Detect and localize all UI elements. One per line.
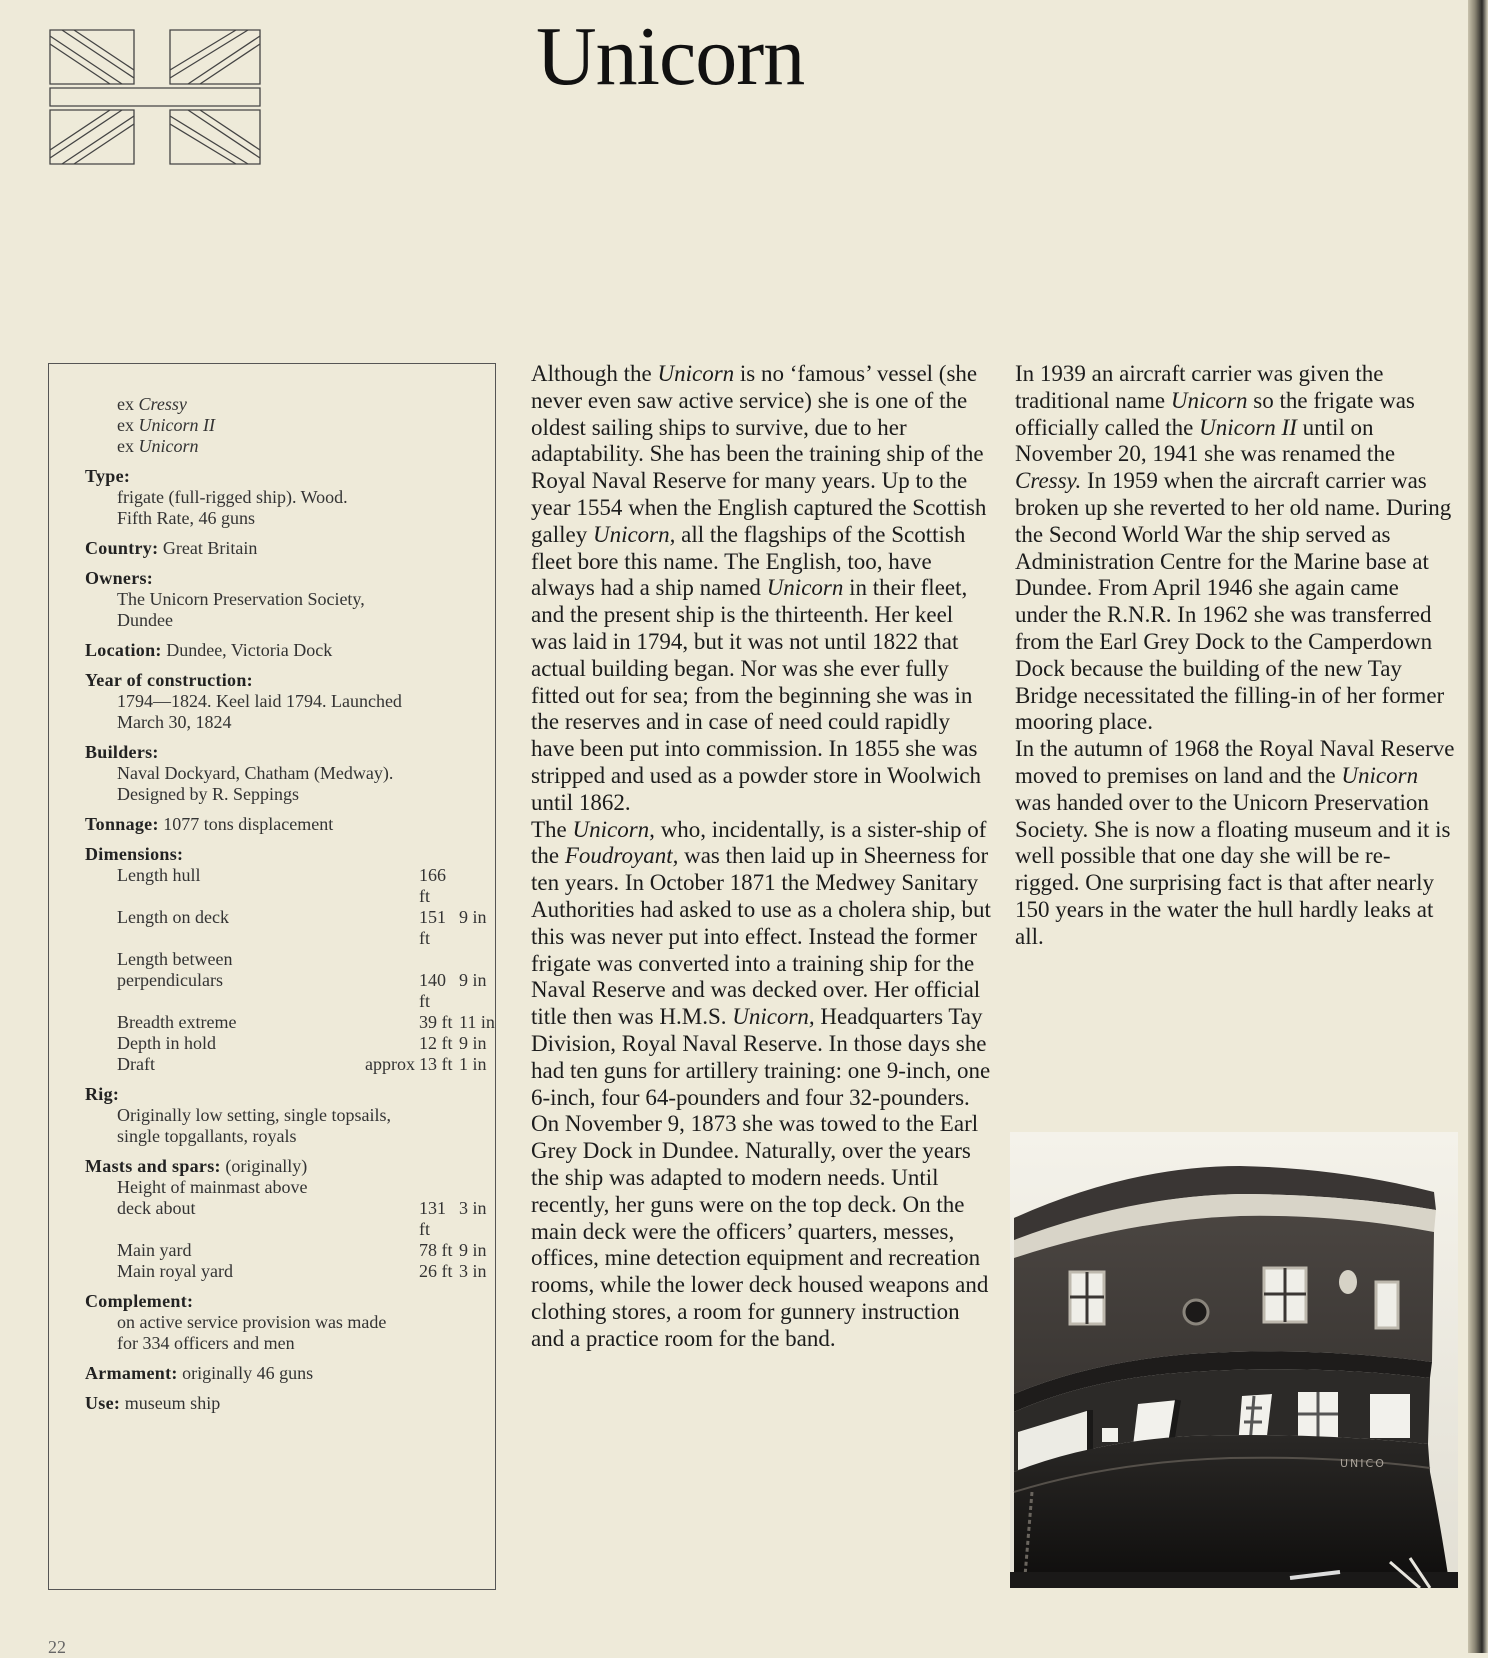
measurement-inches: 11 in [459,1012,495,1032]
italic-ship-name: Unicorn [657,361,735,386]
text-run: so the frigate was officially called the [1015,387,1415,440]
text-run: Headquarters Tay Division, Royal Naval Reserve. In those days she had ten guns for artillery training: one 9-inch, one 6-inch, four 64-pounders and four 32-pounders. On November 9, 1873 she was towed to the Earl Grey Dock in Dundee. Naturally, over the years the ship was adapted to modern needs. Until recently, her guns were on the top deck. On the main deck were the officers’ quarters, messes, offices, mine detection equipment and recreation rooms, while the lower deck housed weapons and clothing stores, a room for gunnery instruction and a practice room for the band. [531,1004,991,1351]
text-run: is no ‘famous’ vessel (she never even saw active service) she is one of the oldest sailing ships to survive, due to her adaptability. She has been the training ship of the Royal Naval Reserve for many years. Up to the year 1554 when the English captured the Scottish galley [531,361,987,547]
measurement-name: Length hull [117,865,201,885]
armament-label: Armament: [85,1363,178,1383]
measurement-name: Main royal yard [117,1261,233,1281]
use-section [85,1393,485,1414]
ship-photo [1010,1132,1458,1588]
italic-ship-name: Foudroyant, [564,843,679,869]
page-number: 22 [48,1637,66,1657]
measurement-feet: 131 ft [419,1198,446,1239]
text-run: In the autumn of 1968 the Royal Naval Reserve moved to premises on land and the [1015,736,1455,788]
masts-table [85,1177,485,1282]
use-label: Use: [85,1393,121,1413]
location-value: Dundee, Victoria Dock [166,640,333,660]
italic-ship-name: Unicorn [1341,762,1419,788]
type-label: Type: [85,466,131,486]
text-run: in their fleet, and the present ship is the thirteenth. Her keel was laid in 1794, but it was not until 1822 that actual building began. Nor was she ever fully fitted out for sea; from the beginning she was in the reserves and in case of need could rapidly have been put into commission. In 1855 she was stripped and used as a powder store in Woolwich until 1862. [531,575,981,815]
dimensions-label: Dimensions: [85,844,184,864]
year-line: March 30, 1824 [117,712,232,732]
measurement-feet: 39 ft [419,1012,453,1032]
country-label: Country: [85,538,159,558]
measurement-feet [419,1177,459,1198]
text-run: was then laid up in Sheerness for ten years. In October 1871 the Medwey Sanitary Authorities had asked to use as a cholera ship, but this was never put into effect. Instead the former frigate was converted into a training ship for the Naval Reserve and was decked over. Her official title then was H.M.S. [531,843,991,1030]
measurement-name: Height of mainmast above [117,1177,308,1197]
measurement-row [85,1198,485,1240]
italic-ship-name: Unicorn, [732,1004,815,1030]
paragraph [531,361,991,817]
masts-label: Masts and spars: [85,1156,221,1176]
measurement-feet [419,949,459,970]
builders-section [85,742,485,805]
measurement-row [85,970,485,1012]
measurement-inches: 1 in [459,1054,487,1074]
measurement-qualifier [347,1198,419,1240]
complement-line: on active service provision was made [117,1312,387,1332]
complement-label: Complement: [85,1291,194,1311]
measurement-row [85,1054,485,1075]
measurement-qualifier [347,1177,419,1198]
measurement-row [85,1012,495,1033]
measurement-inches: 9 in [459,907,487,927]
measurement-name: Depth in hold [117,1033,216,1053]
former-name-text: Unicorn II [138,415,215,435]
owners-line: The Unicorn Preservation Society, [117,589,365,609]
measurement-name: Breadth extreme [117,1012,237,1032]
measurement-feet: 26 ft [419,1261,453,1281]
measurement-inches [459,949,497,970]
measurement-feet: 13 ft [419,1054,453,1074]
rig-label: Rig: [85,1084,120,1104]
tonnage-section [85,814,485,835]
country-section [85,538,485,559]
builders-line: Designed by R. Seppings [117,784,299,804]
measurement-qualifier [347,949,419,970]
italic-ship-name: Unicorn II [1199,414,1297,440]
former-name-text: Unicorn [138,436,199,456]
italic-ship-name: Unicorn [766,575,844,601]
former-name-text: Cressy [138,394,187,414]
measurement-row [85,949,485,970]
union-flag-icon [48,28,262,166]
masts-heading [85,1156,485,1177]
measurement-qualifier [347,907,419,949]
body-text-column-2 [1015,361,1455,951]
rig-line: Originally low setting, single topsails, [117,1105,391,1125]
armament-value: originally 46 guns [182,1363,314,1383]
type-section [85,466,485,529]
measurement-feet: 12 ft [419,1033,453,1053]
builders-label: Builders: [85,742,159,762]
italic-ship-name: Cressy. [1015,468,1082,494]
measurement-row [85,1240,485,1261]
type-line: Fifth Rate, 46 guns [117,508,255,528]
former-name: ex Cressy [117,394,187,414]
year-label: Year of construction: [85,670,253,690]
page-title: Unicorn [536,10,805,103]
paragraph [1015,736,1455,950]
italic-ship-name: Unicorn, [592,521,676,547]
measurement-qualifier [347,865,419,907]
armament-section [85,1363,485,1384]
measurement-qualifier [347,1261,419,1282]
tonnage-value: 1077 tons displacement [163,814,334,834]
text-run: In 1959 when the aircraft carrier was broken up she reverted to her old name. During the Second World War the ship served as Administration Centre for the Marine base at Dundee. From April 1946 she again came under the R.N.R. In 1962 she was transferred from the Earl Grey Dock to the Camperdown Dock because the building of the new Tay Bridge necessitated the filling-in of her former mooring place. [1015,468,1452,735]
body-text-column-1 [531,361,991,1352]
measurement-inches [459,865,497,907]
former-name: ex Unicorn [117,436,199,456]
paragraph [531,817,991,1353]
location-section [85,640,485,661]
measurement-name: Draft [117,1054,155,1074]
measurement-inches: 3 in [459,1261,487,1281]
measurement-name: Length on deck [117,907,229,927]
measurement-name: Main yard [117,1240,192,1260]
year-line: 1794—1824. Keel laid 1794. Launched [117,691,402,711]
measurement-inches: 3 in [459,1198,487,1218]
text-run: In 1939 an aircraft carrier was given the traditional name [1015,361,1384,413]
measurement-inches: 9 in [459,1033,487,1053]
dimensions-table [85,865,495,1075]
measurement-feet: 140 ft [419,970,446,1011]
complement-line: for 334 officers and men [117,1333,295,1353]
hull-name-lettering: UNICO [1340,1457,1386,1470]
text-run: who, incidentally, is a sister-ship of the [531,816,987,869]
text-run: The [531,816,573,842]
measurement-qualifier [347,1033,419,1054]
location-label: Location: [85,640,162,660]
measurement-row [85,1177,485,1198]
masts-section [85,1156,485,1282]
measurement-qualifier [347,970,419,1012]
former-name: ex Unicorn II [117,415,215,435]
measurement-inches: 9 in [459,1240,487,1260]
measurement-row [85,865,485,907]
owners-label: Owners: [85,568,154,588]
italic-ship-name: Unicorn [1170,387,1248,413]
measurement-row [85,1261,485,1282]
measurement-row [85,1033,485,1054]
measurement-qualifier [347,1012,419,1033]
masts-note: (originally) [225,1156,308,1176]
text-run: until on November 20, 1941 she was renamed the [1015,414,1396,467]
rig-line: single topgallants, royals [117,1126,297,1146]
measurement-qualifier [347,1240,419,1261]
text-run: all the flagships of the Scottish fleet bore this name. The English, too, have always had a ship named [531,521,966,601]
measurement-name: deck about [117,1198,196,1218]
measurement-qualifier: approx [365,1054,415,1074]
measurement-inches: 9 in [459,970,487,990]
measurement-row [85,907,485,949]
text-run: Although the [531,361,658,386]
owners-section [85,568,485,631]
book-spine-shadow [1468,0,1488,1653]
owners-line: Dundee [117,610,173,630]
ship-facts-box [48,363,496,1590]
builders-line: Naval Dockyard, Chatham (Medway). [117,763,394,783]
year-section [85,670,485,733]
measurement-inches [459,1177,497,1198]
type-line: frigate (full-rigged ship). Wood. [117,487,348,507]
use-value: museum ship [124,1393,221,1413]
measurement-feet: 151 ft [419,907,446,948]
rig-section [85,1084,485,1147]
measurement-feet: 166 ft [419,865,446,906]
measurement-feet: 78 ft [419,1240,453,1260]
complement-section [85,1291,485,1354]
country-value: Great Britain [162,538,258,558]
measurement-name: Length between [117,949,233,969]
text-run: was handed over to the Unicorn Preservation Society. She is now a floating museum and it is well possible that one day she will be re-rigged. One surprising fact is that after nearly 150 years in the water the hull hardly leaks at all. [1015,789,1451,949]
italic-ship-name: Unicorn, [572,816,655,842]
measurement-name: perpendiculars [117,970,223,990]
tonnage-label: Tonnage: [85,814,159,834]
paragraph [1015,361,1455,736]
dimensions-section [85,844,495,1075]
